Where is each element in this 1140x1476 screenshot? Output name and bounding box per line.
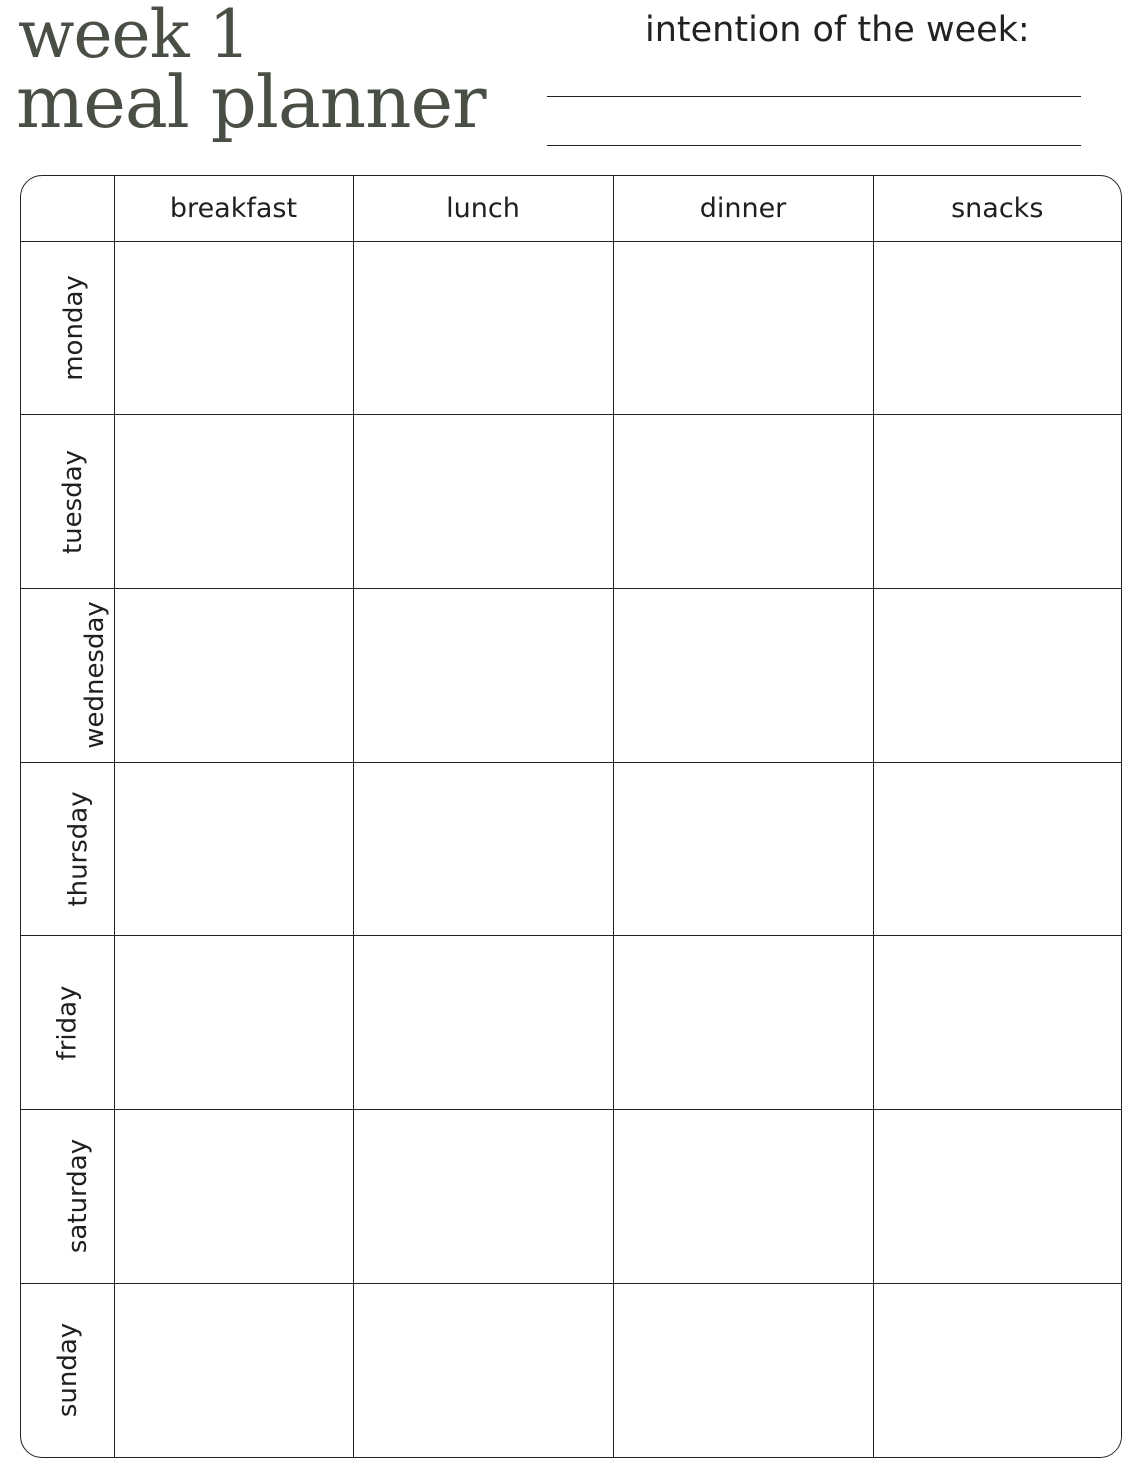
day-label-cell xyxy=(21,762,114,936)
intention-write-line-2[interactable] xyxy=(547,145,1081,146)
tuesday-breakfast-cell[interactable] xyxy=(114,415,353,589)
day-label-monday: monday xyxy=(58,275,89,381)
tuesday-lunch-cell[interactable] xyxy=(353,415,613,589)
day-label-cell xyxy=(21,1283,114,1457)
day-row-saturday xyxy=(21,1110,1121,1284)
thursday-dinner-cell[interactable] xyxy=(613,762,873,936)
wednesday-dinner-cell[interactable] xyxy=(613,588,873,762)
day-row-thursday xyxy=(21,762,1121,936)
day-label-cell xyxy=(21,1110,114,1284)
day-row-sunday xyxy=(21,1283,1121,1457)
intention-write-line-1[interactable] xyxy=(547,96,1081,97)
day-label-cell xyxy=(21,936,114,1110)
column-header-breakfast: breakfast xyxy=(114,176,353,241)
title-week: week 1 xyxy=(18,0,250,73)
day-label-friday: friday xyxy=(52,985,83,1061)
wednesday-breakfast-cell[interactable] xyxy=(114,588,353,762)
tuesday-snacks-cell[interactable] xyxy=(873,415,1121,589)
day-label-thursday: thursday xyxy=(63,791,94,907)
wednesday-lunch-cell[interactable] xyxy=(353,588,613,762)
saturday-snacks-cell[interactable] xyxy=(873,1110,1121,1284)
meal-planner-grid xyxy=(20,175,1122,1458)
day-label-saturday: saturday xyxy=(63,1139,94,1254)
monday-lunch-cell[interactable] xyxy=(353,241,613,415)
friday-lunch-cell[interactable] xyxy=(353,936,613,1110)
corner-cell xyxy=(21,176,114,241)
column-header-lunch: lunch xyxy=(353,176,613,241)
day-label-cell xyxy=(21,588,114,762)
day-label-cell xyxy=(21,241,114,415)
column-header-snacks: snacks xyxy=(873,176,1121,241)
saturday-dinner-cell[interactable] xyxy=(613,1110,873,1284)
tuesday-dinner-cell[interactable] xyxy=(613,415,873,589)
saturday-lunch-cell[interactable] xyxy=(353,1110,613,1284)
thursday-snacks-cell[interactable] xyxy=(873,762,1121,936)
day-label-wednesday: wednesday xyxy=(79,601,110,750)
day-row-tuesday xyxy=(21,415,1121,589)
friday-snacks-cell[interactable] xyxy=(873,936,1121,1110)
thursday-lunch-cell[interactable] xyxy=(353,762,613,936)
header-row xyxy=(21,176,1121,241)
sunday-snacks-cell[interactable] xyxy=(873,1283,1121,1457)
sunday-lunch-cell[interactable] xyxy=(353,1283,613,1457)
day-row-wednesday xyxy=(21,588,1121,762)
friday-dinner-cell[interactable] xyxy=(613,936,873,1110)
monday-breakfast-cell[interactable] xyxy=(114,241,353,415)
meal-table xyxy=(21,176,1121,1457)
day-label-tuesday: tuesday xyxy=(58,449,89,554)
title-meal-planner: meal planner xyxy=(16,60,486,144)
friday-breakfast-cell[interactable] xyxy=(114,936,353,1110)
day-label-sunday: sunday xyxy=(53,1323,84,1418)
monday-snacks-cell[interactable] xyxy=(873,241,1121,415)
day-label-cell xyxy=(21,415,114,589)
sunday-breakfast-cell[interactable] xyxy=(114,1283,353,1457)
monday-dinner-cell[interactable] xyxy=(613,241,873,415)
wednesday-snacks-cell[interactable] xyxy=(873,588,1121,762)
saturday-breakfast-cell[interactable] xyxy=(114,1110,353,1284)
day-row-friday xyxy=(21,936,1121,1110)
day-row-monday xyxy=(21,241,1121,415)
intention-label: intention of the week: xyxy=(645,10,1030,50)
thursday-breakfast-cell[interactable] xyxy=(114,762,353,936)
sunday-dinner-cell[interactable] xyxy=(613,1283,873,1457)
column-header-dinner: dinner xyxy=(613,176,873,241)
